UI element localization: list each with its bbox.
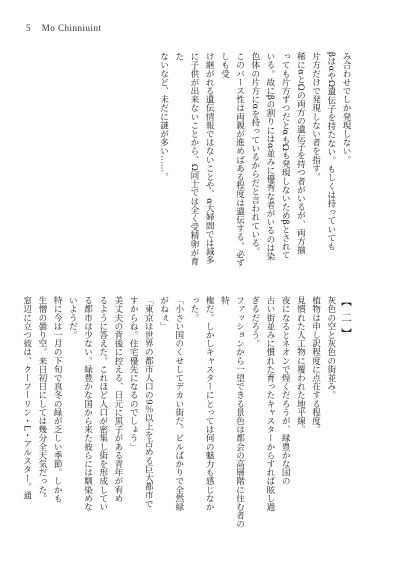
text-line: がねぇ」: [158, 296, 169, 331]
text-line: け継がれる遺伝情報ではないことや、α大婦間では減多: [204, 52, 215, 265]
text-line: すからね。住宅優先になるのでしょう」: [128, 296, 139, 451]
upper-text-block: [63, 52, 353, 270]
text-line: 見慣れた人工物に覆われた地平線。: [295, 296, 306, 434]
text-line: 片方だけで発現しない者を指す。: [310, 52, 321, 181]
text-line: 灰色の空と灰色の街並み。: [325, 296, 336, 400]
text-line: 窓辺に立つ彼は、クーフーリン・L・アルスター。通: [21, 296, 32, 500]
text-line: 植物は申し訳程度に点在する程度。: [310, 296, 321, 434]
text-line: るように答えた。これほど人口が密集し街を形成してい: [97, 296, 108, 511]
text-line: 「東京は世界の都市人口の9％以上を占める巨大都市で: [143, 296, 154, 508]
text-line: ファッションから一望できる景色は都会の高層階に住む者の特: [219, 296, 245, 529]
text-line: 「小さい国のくせしてデカい街だ。ビルばかりで全然緑: [173, 296, 184, 511]
text-line: っても片方ずつだとαもΩも発現しないためβとされて: [280, 52, 291, 260]
text-line: み合わせでしか発現しない。: [341, 52, 351, 164]
running-title: Mo Chinniuint: [41, 23, 102, 33]
section-heading: 【 二 】: [340, 296, 352, 340]
text-line: 稀にαとΩの両方の遺伝子を持つ者がいるが、両方揃: [295, 52, 306, 255]
text-line: った。: [188, 296, 199, 322]
text-line: ないなど、未だに謎が多い……。: [158, 52, 169, 181]
text-line: このバース性は両親が進めばある程度は遺伝する。必ずしも受: [219, 52, 245, 267]
text-line: βはαやΩ遺伝子を持たない。もしくは持っていても: [325, 52, 336, 251]
lower-text-block: [21, 296, 353, 532]
text-line: 古い街並みに慣れた育ったキャスターからすれば眩し過: [264, 296, 275, 511]
text-line: ぎるだろう。: [249, 296, 260, 348]
text-line: 美丈夫の背後に控える、日元に黒子がある青年が宥め: [112, 296, 123, 503]
text-line: いる。故にβの割りにはα並みに優秀な者がいるのは染: [264, 52, 275, 261]
text-line: に子供が出来ないことから、Ω同士では全く受精卵が育た: [173, 52, 199, 266]
page-number: 5: [26, 23, 31, 33]
text-line: いようだ。: [67, 296, 78, 339]
text-line: 夜になるとネオンで煌くだろうが、緑豊かな国の: [280, 296, 291, 486]
text-line: 特に今は一月の下旬で真冬の緑が乏しい季節。しかも: [52, 296, 63, 503]
text-line: 権だ。しかしキャスターにとっては何の魅力も感じなか: [204, 296, 215, 511]
text-line: 生憎の曇り空。来日初日にしては幾分全天気だった。: [36, 296, 47, 503]
text-line: 色体の片方にαを持っているからだと言われている。: [249, 52, 260, 256]
text-line: る都市は少ない。緑豊かな国から来た彼らには馴染めな: [82, 296, 93, 511]
running-head: [26, 23, 102, 33]
